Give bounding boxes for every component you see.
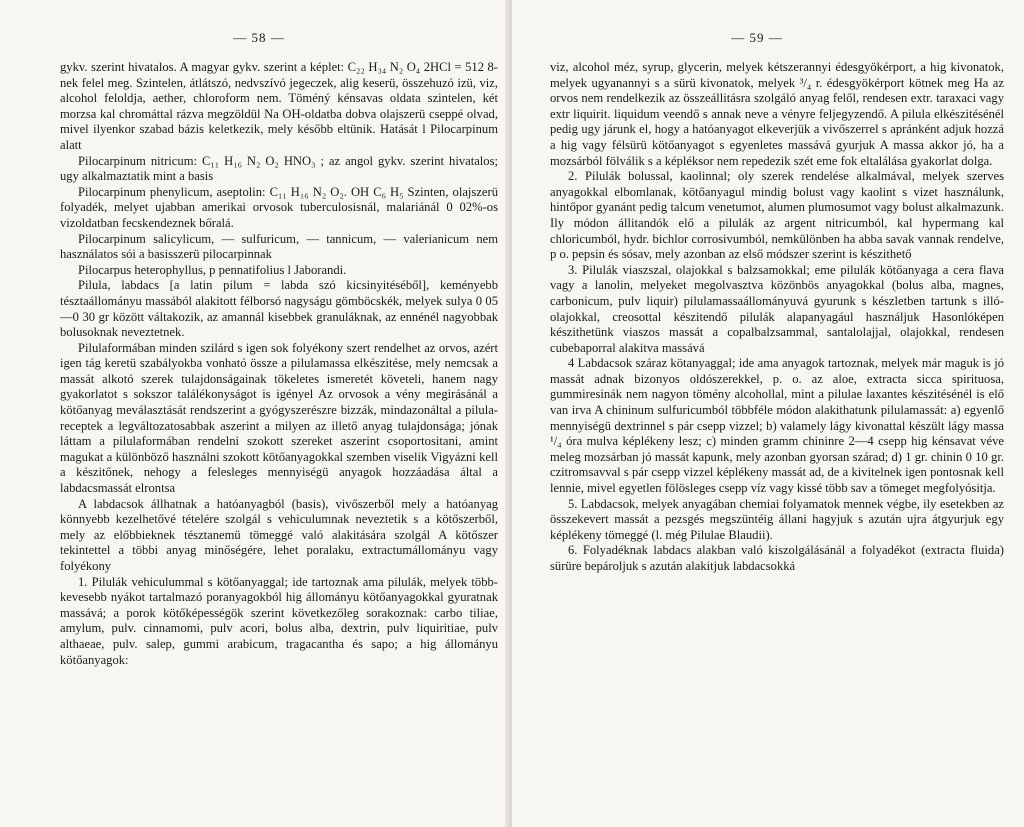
paragraph: A labdacsok állhatnak a hatóanyagból (basis), vivőszerből mely a hatóanyag könnyebb kezelhetővé tételére szolgál s vehiculumnak neveztetik s a kötőszerből, mely az előbbieknek tésztanemü tömeggé való alakitására szolgál A kötőszer tekintettel a többi anyag minőségére, lehet poralaku, extractumállományu vagy folyékony	[60, 496, 498, 573]
paragraph: 2. Pilulák bolussal, kaolinnal; oly szerek rendelése alkalmával, melyek szerves anyagokkal elbomlanak, kötőanyagul mindig bolust vagy kaolint s vizet használunk, hintőpor gyanánt pedig talcum venetumot, alumen plumosumot vagy bolust alkalmazunk. Ily módon állitandók elő a pilulák az argent nitricumból, kal hypermang kal chloricumból, hydr. bichlor corrosivumból, nemkülönben ha abba savak vannak rendelve, p o. pepsin és sósav, mely azonban az első módszer szerint is készithető	[550, 169, 1004, 262]
paragraph: 4 Labdacsok száraz kötanyaggal; ide ama anyagok tartoznak, melyek már maguk is jó massát adnak bizonyos oldószerekkel, p. o. az aloe, extracta sicca spirituosa, gummiresinák nem nagyon tömény alcohollal, mint a pilulae laxantes készitésénél is elő van irva A chininum sulfuricumból többféle módon alakithatunk pilulamassát: a) egyenlő mennyiségü dextrinnel s pár csepp vizzel; b) valamely lágy kivonattal készült lágy massa ¹/₄ óra mulva képlékeny lesz; c) minden gramm chininre 2—4 csepp hig kénsavat véve meleg mozsárban jó massát kapunk, mely azonban gyorsan szárad; d) 1 gr. chinin 0 10 gr. czitromsavval s pár csepp vizzel képlékeny massát ad, de a kivitelnek igen pontosnak kell lennie, mivel egyetlen fölösleges csepp víz vagy kissé több sav a tömeget megfolyósitja.	[550, 356, 1004, 496]
right-page-text	[550, 60, 1004, 575]
left-page-text	[60, 60, 498, 668]
page-number-left: — 58 —	[233, 30, 285, 45]
paragraph: 3. Pilulák viaszszal, olajokkal s balzsamokkal; eme pilulák kötőanyaga a cera flava vagy a lanolin, melyeket megolvasztva közönbös anyagokkal (bolus alba, magnes, carbonicum, pulv liquir) pilulamassaállományuvá gyurunk s készletben tartunk s illó-olajokkal, creosottal készitendő pilulák alapanyagául használjuk Hasonlóképen készithetünk viaszos massát a copalbalzsammal, santalolajjal, olajokkal, rendesen cubebaporral alakitva massává	[550, 262, 1004, 355]
paragraph: Pilocarpinum phenylicum, aseptolin: C₁₁ H₁₆ N₂ O₂. OH C₆ H₅ Szinten, olajszerü folyadék, melyet ujabban amerikai orvosok tuberculosisnál, malariánál 0 02%-os vizoldatban fecskendeznek bőralá.	[60, 184, 498, 230]
right-page	[512, 0, 1024, 827]
paragraph: 5. Labdacsok, melyek anyagában chemiai folyamatok mennek végbe, ily esetekben az összekevert massát a pezsgés megszüntéig állani hagyjuk s azután ujra átgyurjuk egy képlékeny tömeggé (l. még Pilulae Blaudii).	[550, 496, 1004, 542]
paragraph: 1. Pilulák vehiculummal s kötőanyaggal; ide tartoznak ama pilulák, melyek több-kevesebb nyákot tartalmazó poranyagokból hig állományu kötőanyagokkal gyuratnak massává; a porok kötőképességök szerint következőleg sorakoznak: carbo tiliae, amylum, pulv. cinnamomi, pulv acori, bolus alba, dextrin, pulv liquiritiae, pulv althaeae, pulv. salep, gummi arabicum, tragacantha és sapo; a hig állományu kötőanyagok:	[60, 574, 498, 667]
paragraph: viz, alcohol méz, syrup, glycerin, melyek kétszerannyi édesgyökérport, a hig kivonatok, melyek ugyanannyi s a sürü kivonatok, melyek ³/₄ r. édesgyökérport kötnek meg Ha az orvos nem rendelkezik az összeállitásra szolgáló anyag felől, rendesen extr. taraxaci vagy extr liquirit. liquidum veendő s annak neve a vényre feljegyzendő. A pilula elkészitésénél pedig ugy járunk el, hogy a hatóanyagot elkeverjük a vivőszerrel s apránként adjuk hozzá a hig vagy félsürü kötőanyagot s egyenletes massává gyurjuk A massa akkor jó, ha a mozsárból fölválik s a képléksor nem repedezik szét eme fok eltalálása gyakorlat dolga.	[550, 60, 1004, 168]
paragraph: Pilocarpinum nitricum: C₁₁ H₁₆ N₂ O₂ HNO₃ ; az angol gykv. szerint hivatalos; ugy alkalmaztatik mint a basis	[60, 153, 498, 184]
paragraph: 6. Folyadéknak labdacs alakban való kiszolgálásánál a folyadékot (extracta fluida) sürüre bepároljuk s azután alakitjuk labdacsokká	[550, 543, 1004, 573]
page-number-right: — 59 —	[731, 30, 783, 45]
paragraph: Pilocarpinum salicylicum, — sulfuricum, — tannicum, — valerianicum nem használatos sói a basisszerü pilocarpinnak	[60, 231, 498, 262]
paragraph: Pilula, labdacs [a latin pilum = labda szó kicsinyitéséből], keményebb tésztaállományu massából alakitott félborsó nagyságu gömböcskék, melyek sulya 0 05—0 30 gr között váltakozik, az amannál kisebbek granuláknak, az ennénél nagyobbak bolusoknak neveztetnek.	[60, 278, 498, 340]
paragraph: Pilocarpus heterophyllus, p pennatifolius l Jaborandi.	[78, 262, 347, 277]
paragraph: gykv. szerint hivatalos. A magyar gykv. szerint a képlet: C₂₂ H₃₄ N₂ O₄ 2HCl = 512 8-nek felel meg. Szintelen, átlátszó, nedvszívó jegeczek, alig keserü, összehuzó izü, viz, alcohol feloldja, aether, chloroform nem. Töméný kénsavas oldata szintelen, két morzsa kal chromáttal rázva megzöldül Na OH-oldatba dobva olajszerü cseppé olvad, mivel ilyenkor szabad bázis keletkezik, mely később eltünik. Hatását l Pilocarpinum alatt	[60, 60, 498, 152]
paragraph: Pilulaformában minden szilárd s igen sok folyékony szert rendelhet az orvos, azért igen tág keretü szabályokba vonható össze a pilulamassa elkészitése, mely nemcsak a massát alkotó szerek tulajdonságainak tökeletes ismeretét követeli, hanem nagy gyakorlatot s sokszor találékonyságot is igényel Az orvosok a vény megirásánál a kötőanyag meválasztását rendszerint a gyógyszerészre bizzák, mindazonáltal a pilula-receptek a legváltozatosabbak aszerint a milyen az illető anyag tulajdonsága; jónak láttam a pilulaformában rendelni szokott szereket aszerint csoportositani, amint magukat a különböző használni szokott kötőanyagokkal szemben viselik Vigyázni kell a készitőnek, nehogy a felesleges mennyiségü anyagok hozzáadása által a labdacsmassát elrontsa	[60, 340, 498, 496]
